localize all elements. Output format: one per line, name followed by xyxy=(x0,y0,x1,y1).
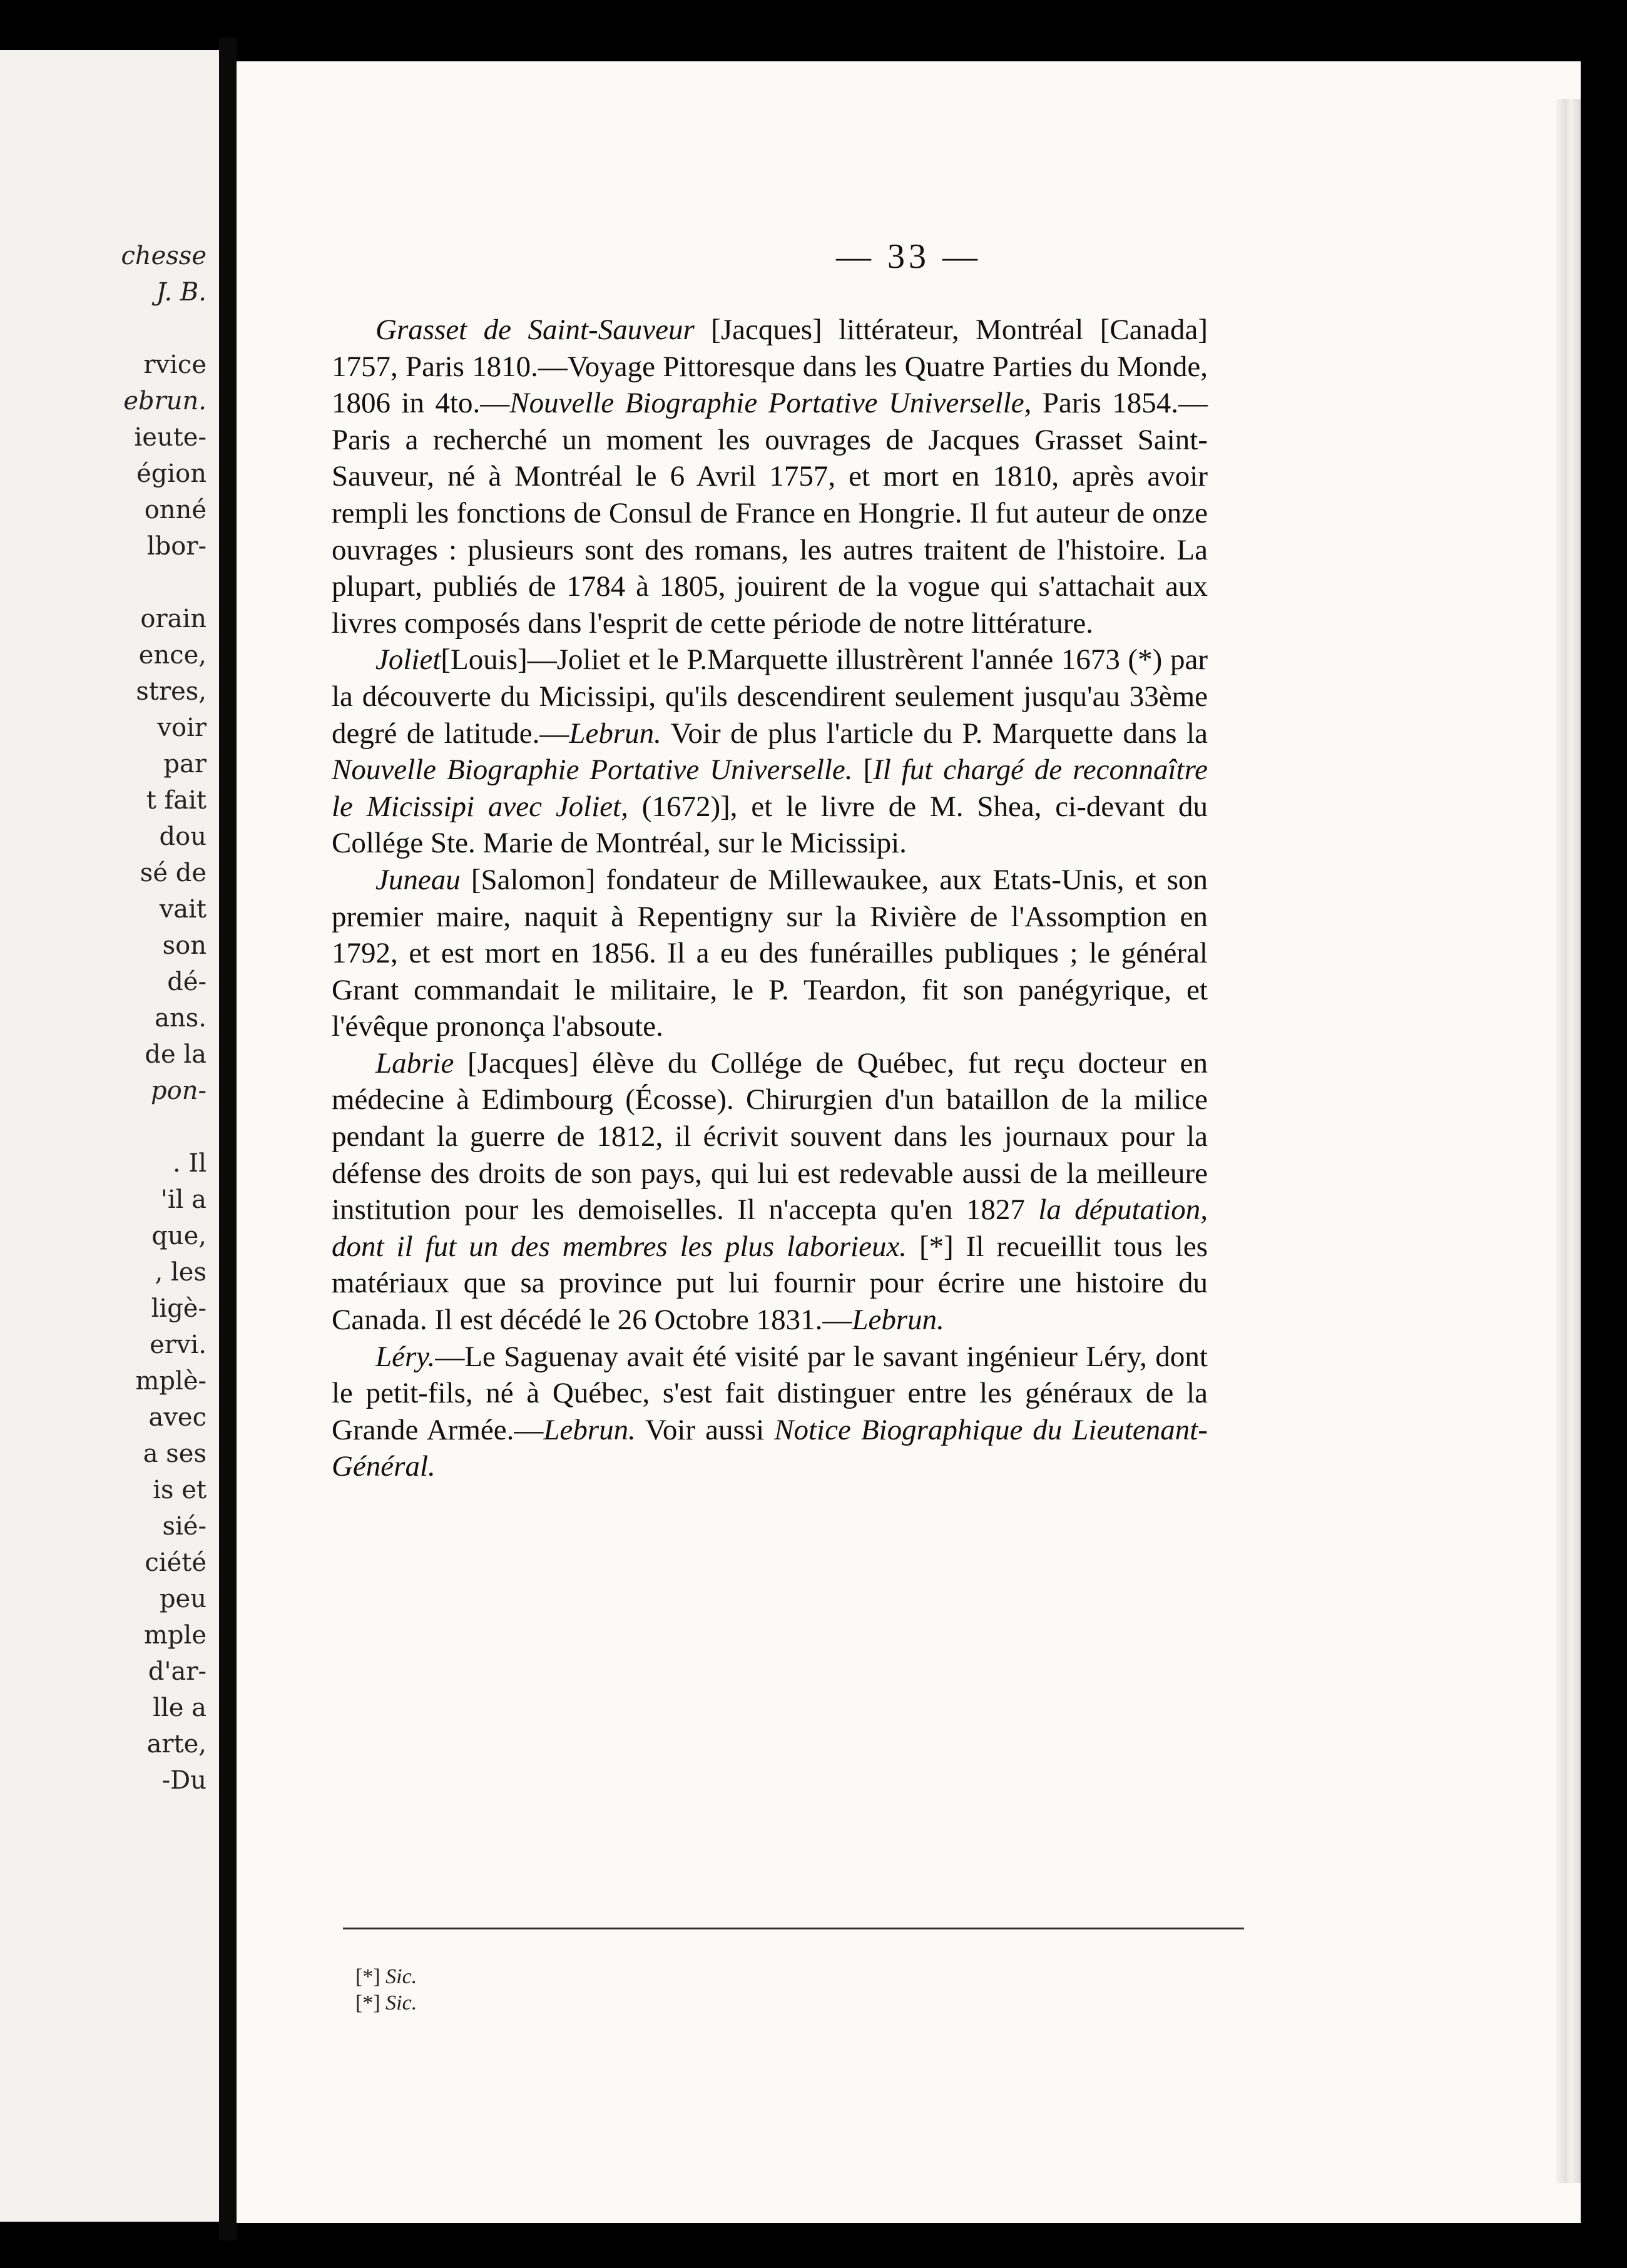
italic-text: Nouvelle Biographie Portative Universelle. xyxy=(332,753,853,787)
previous-page-line: ervi. xyxy=(150,1331,207,1359)
biography-entry xyxy=(332,862,1208,1045)
previous-page-line: ieute- xyxy=(134,423,207,452)
page-number: — 33 — xyxy=(836,237,981,276)
italic-text: Labrie xyxy=(375,1046,454,1080)
book-page xyxy=(237,61,1581,2223)
italic-text: Lebrun. xyxy=(852,1304,944,1337)
italic-text: Il fut chargé de reconnaître le Micissipi avec Joliet, xyxy=(332,753,1208,823)
body-text: [Salomon] fondateur de Millewaukee, aux Etats-Unis, et son premier maire, naquit à Repentigny sur la Rivière de l'Assomption en 1792, et est mort en 1856. Il a eu des funérailles publiques ; le général Grant commandait le militaire, le P. Teardon, fit son panégyrique, et l'évêque prononça l'absoute. xyxy=(332,863,1208,1043)
previous-page-line: chesse xyxy=(121,242,207,270)
previous-page-line xyxy=(0,564,207,601)
previous-page-line: dou xyxy=(159,822,207,851)
previous-page-line: sié- xyxy=(162,1512,207,1541)
previous-page-line: mple xyxy=(144,1621,207,1650)
page-edge xyxy=(1556,99,1581,2183)
previous-page-line: orain xyxy=(140,605,207,633)
body-text: Voir aussi xyxy=(635,1413,775,1446)
body-text: [ xyxy=(852,753,874,787)
previous-page-line: avec xyxy=(148,1403,207,1432)
body-text: (1672)], et le livre de M. Shea, ci-devant du Collége Ste. Marie de Montréal, sur le Micissipi. xyxy=(332,790,1208,860)
previous-page-line: pon- xyxy=(151,1076,207,1105)
body-text: [Jacques] littérateur, Montréal [Canada] 1757, Paris 1810.—Voyage Pittoresque dans les Quatre Parties du Monde, 1806 in 4to.— xyxy=(332,314,1208,420)
italic-text: Grasset de Saint-Sauveur xyxy=(375,314,695,346)
previous-page-line: mplè- xyxy=(135,1367,207,1396)
body-text: Voir de plus l'article du P. Marquette dans la xyxy=(661,717,1208,750)
previous-page-line xyxy=(0,310,207,347)
previous-page-line: que, xyxy=(151,1222,207,1250)
previous-page-fragment xyxy=(0,50,219,2222)
biography-entry xyxy=(332,641,1208,862)
italic-text: Juneau xyxy=(375,863,461,896)
footnote-mark: [*] xyxy=(355,1991,380,2015)
previous-page-line: rvice xyxy=(143,350,207,379)
previous-page-line: -Du xyxy=(161,1766,207,1795)
previous-page-line: J. B. xyxy=(156,278,207,307)
previous-page-line: vait xyxy=(159,895,207,924)
footnote xyxy=(355,1990,417,2016)
previous-page-text xyxy=(0,238,207,1799)
previous-page-line: lle a xyxy=(153,1693,207,1722)
footnote-text: Sic. xyxy=(385,1991,417,2015)
body-text: [Louis]—Joliet et le P.Marquette illustrèrent l'année 1673 (*) par la découverte du Micissipi, qu'ils descendirent seulement jusqu'au 33ème degré de latitude.— xyxy=(332,643,1208,750)
footnote xyxy=(355,1964,417,1990)
italic-text: Léry. xyxy=(375,1340,436,1373)
body-text: [Jacques] élève du Collége de Québec, fut reçu docteur en médecine à Edimbourg (Écosse). Chirurgien d'un bataillon de la milice pendant la guerre de 1812, il écrivit souvent dans les journaux pour la défense des droits de son pays, qui lui est redevable aussi de la meilleure institution pour les demoiselles. Il n'accepta qu'en 1827 xyxy=(332,1046,1208,1227)
previous-page-line: onné xyxy=(144,496,207,524)
body-text: Paris 1854.—Paris a recherché un moment les ouvrages de Jacques Grasset Saint-Sauveur, né à Montréal le 6 Avril 1757, et mort en 1810, après avoir rempli les fonctions de Consul de France en Hongrie. Il fut auteur de onze ouvrages : plusieurs sont des romans, les autres traitent de l'histoire. La plupart, publiés de 1784 à 1805, jouirent de la vogue qui s'attachait aux livres composés dans l'esprit de cette période de notre littérature. xyxy=(332,387,1208,640)
previous-page-line: a ses xyxy=(143,1439,207,1468)
previous-page-line: . Il xyxy=(172,1149,207,1178)
previous-page-line: ebrun. xyxy=(123,387,207,416)
previous-page-line: ligè- xyxy=(151,1294,207,1323)
previous-page-line: d'ar- xyxy=(148,1657,207,1686)
footnote-text: Sic. xyxy=(385,1965,417,1988)
previous-page-line: peu xyxy=(159,1585,207,1613)
previous-page-line: arte, xyxy=(146,1730,207,1759)
previous-page-line: ence, xyxy=(138,641,207,670)
previous-page-line: de la xyxy=(145,1040,207,1069)
main-text xyxy=(332,312,1208,1485)
previous-page-line: dé- xyxy=(167,968,207,996)
biography-entry xyxy=(332,1339,1208,1485)
italic-text: Joliet xyxy=(375,643,441,677)
italic-text: la députation, dont il fut un des membres les plus laborieux. xyxy=(332,1193,1208,1263)
footnotes xyxy=(355,1964,417,2016)
previous-page-line: égion xyxy=(136,459,207,488)
italic-text: Lebrun. xyxy=(569,717,661,750)
previous-page-line: lbor- xyxy=(146,532,207,561)
body-text: —Le Saguenay avait été visité par le savant ingénieur Léry, dont le petit-fils, né à Québec, s'est fait distinguer entre les généraux de la Grande Armée.— xyxy=(332,1340,1208,1446)
previous-page-line: , les xyxy=(155,1258,207,1287)
previous-page-line: par xyxy=(163,750,207,779)
book-gutter xyxy=(219,38,237,2240)
footnote-rule xyxy=(343,1928,1244,1929)
body-text: [*] Il recueillit tous les matériaux que sa province put lui fournir pour écrire une histoire du Canada. Il est décédé le 26 Octobre 1831.— xyxy=(332,1230,1208,1337)
biography-entry xyxy=(332,312,1208,641)
previous-page-line: 'il a xyxy=(160,1185,207,1214)
biography-entry xyxy=(332,1045,1208,1339)
previous-page-line: stres, xyxy=(136,677,207,706)
previous-page-line: t fait xyxy=(146,786,207,815)
footnote-mark: [*] xyxy=(355,1965,380,1988)
previous-page-line: voir xyxy=(157,713,207,742)
previous-page-line: ans. xyxy=(155,1004,207,1033)
italic-text: Notice Biographique du Lieutenant-Général. xyxy=(332,1413,1208,1483)
italic-text: Nouvelle Biographie Portative Universelle, xyxy=(509,387,1032,420)
previous-page-line: ciété xyxy=(145,1548,207,1577)
previous-page-line: son xyxy=(162,931,207,960)
previous-page-line xyxy=(0,1109,207,1145)
italic-text: Lebrun. xyxy=(543,1413,636,1446)
previous-page-line: is et xyxy=(153,1476,207,1504)
previous-page-line: sé de xyxy=(140,859,207,887)
